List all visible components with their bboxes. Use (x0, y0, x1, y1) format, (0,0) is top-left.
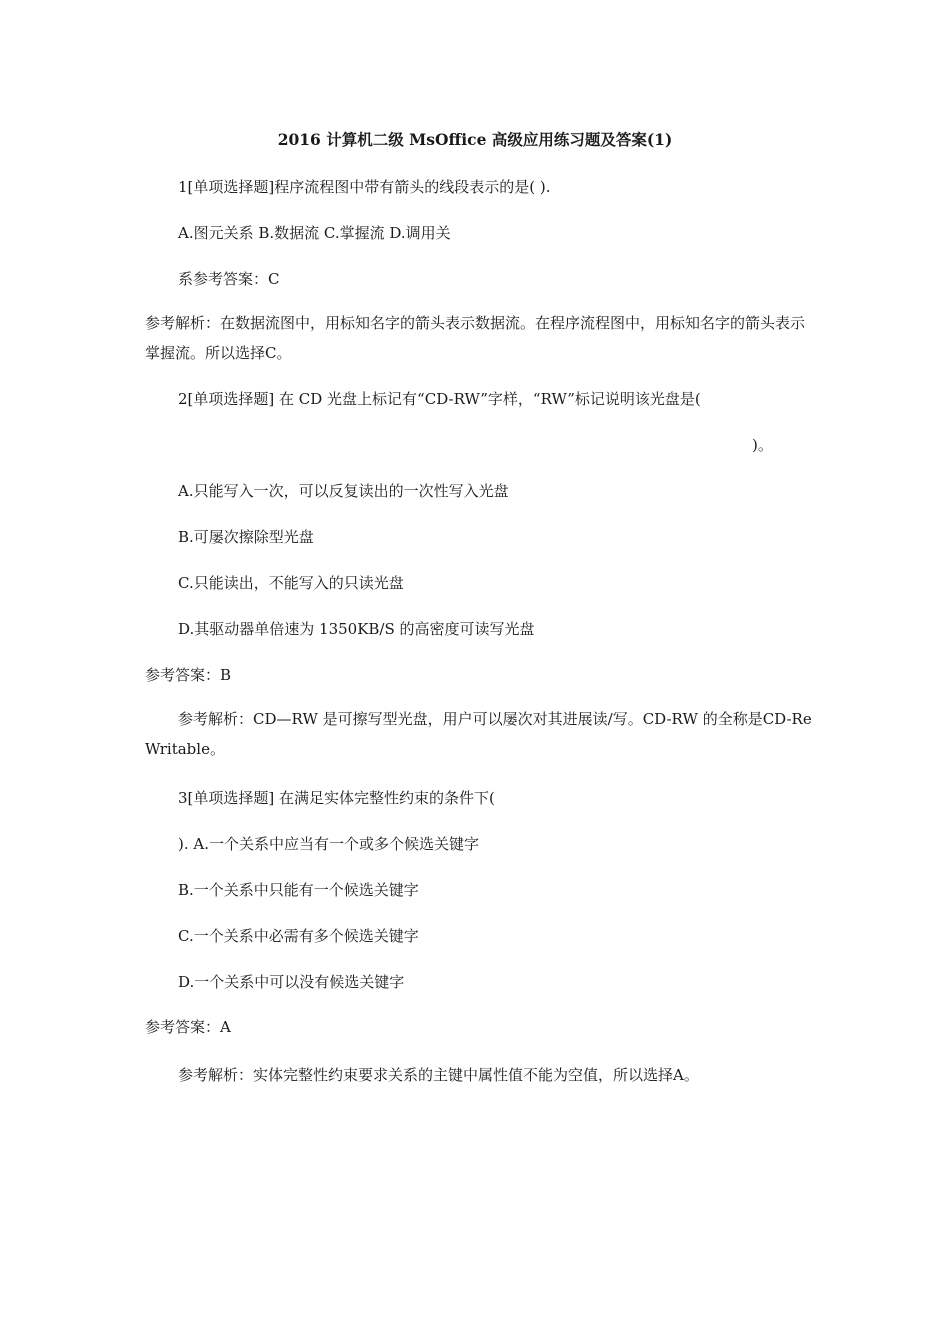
q2-answer: 参考答案：B (145, 666, 232, 684)
q1-question: 1[单项选择题]程序流程图中带有箭头的线段表示的是( ). (178, 178, 551, 196)
document-title: 2016 计算机二级 MsOffice 高级应用练习题及答案(1) (277, 130, 673, 149)
q3-answer: 参考答案：A (145, 1018, 231, 1036)
q3-option-b: B.一个关系中只能有一个候选关键字 (178, 881, 419, 899)
q3-analysis: 参考解析：实体完整性约束要求关系的主键中属性值不能为空值，所以选择A。 (178, 1066, 699, 1084)
q2-option-d: D.其驱动器单倍速为 1350KB/S 的高密度可读写光盘 (178, 620, 535, 638)
q2-option-b: B.可屡次擦除型光盘 (178, 528, 314, 546)
q2-question: 2[单项选择题] 在 CD 光盘上标记有“CD-RW”字样，“RW”标记说明该光盘是( (178, 390, 701, 408)
q1-analysis: 参考解析：在数据流图中，用标知名字的箭头表示数据流。在程序流程图中，用标知名字的箭头表示掌握流。所以选择C。 (145, 314, 806, 362)
q3-option-d: D.一个关系中可以没有候选关键字 (178, 973, 405, 991)
q1-answer: 系参考答案：C (178, 270, 280, 288)
q1-options: A.图元关系 B.数据流 C.掌握流 D.调用关 (178, 224, 451, 242)
q2-option-c: C.只能读出，不能写入的只读光盘 (178, 574, 404, 592)
q3-option-c: C.一个关系中必需有多个候选关键字 (178, 927, 419, 945)
q3-question: 3[单项选择题] 在满足实体完整性约束的条件下( (178, 789, 495, 807)
q2-question-end: )。 (752, 436, 773, 454)
q2-option-a: A.只能写入一次，可以反复读出的一次性写入光盘 (178, 482, 509, 500)
q3-option-a: ). A.一个关系中应当有一个或多个候选关键字 (178, 835, 479, 853)
q2-analysis: 参考解析：CD—RW 是可擦写型光盘，用户可以屡次对其进展读/写。CD-RW 的全称是CD-ReWritable。 (145, 710, 812, 758)
